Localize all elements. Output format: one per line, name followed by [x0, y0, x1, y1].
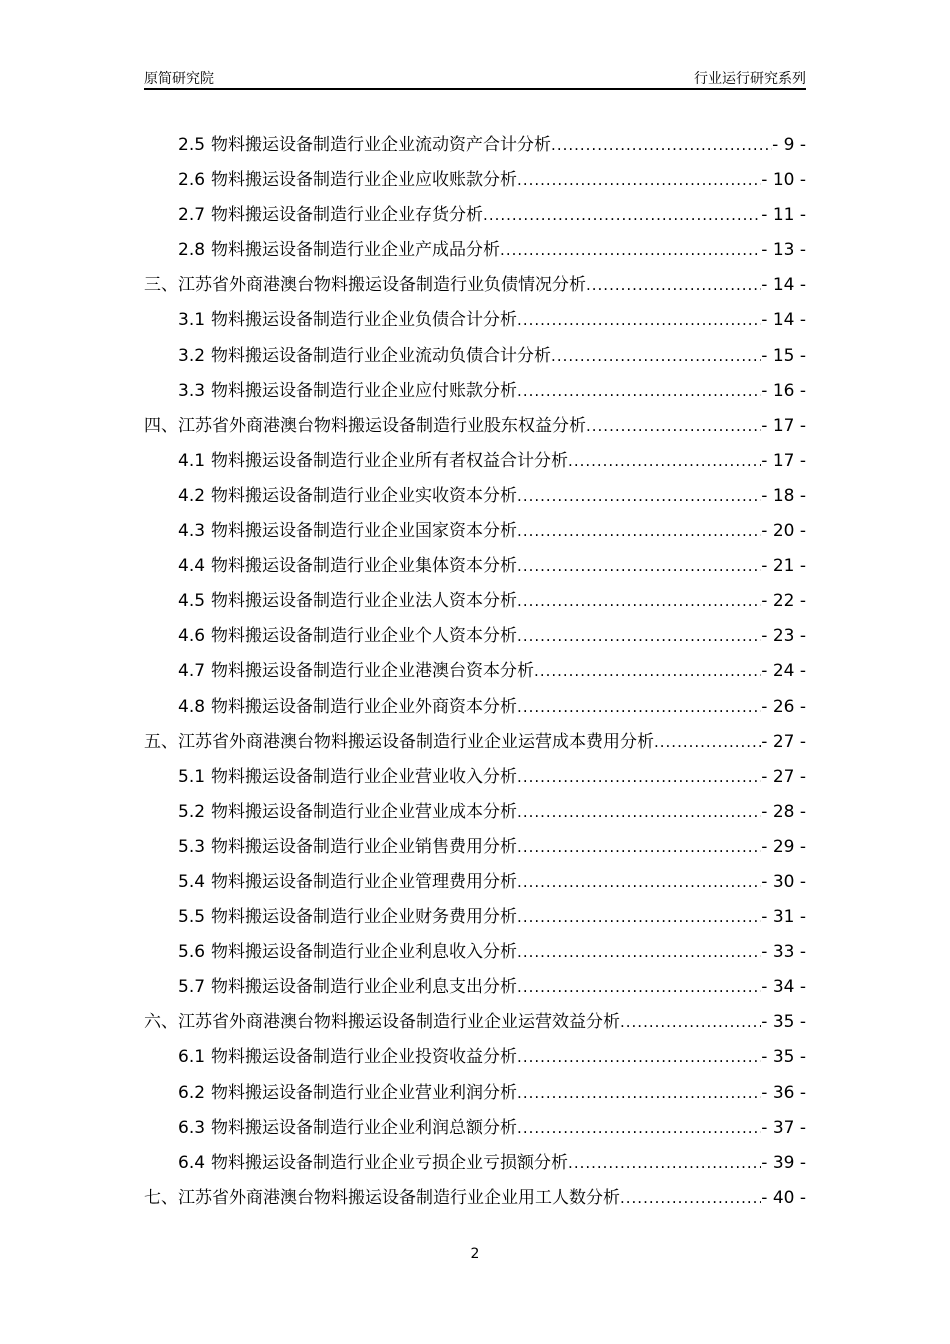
- toc-entry-title: 三、江苏省外商港澳台物料搬运设备制造行业负债情况分析: [144, 275, 586, 296]
- toc-entry[interactable]: [144, 970, 806, 1005]
- toc-entry[interactable]: [144, 584, 806, 619]
- toc-entry-title: 物料搬运设备制造行业企业所有者权益合计分析: [211, 450, 569, 471]
- toc-entry[interactable]: [144, 1040, 806, 1075]
- toc-leader-dots: [517, 584, 761, 619]
- toc-entry[interactable]: [144, 233, 806, 268]
- toc-entry-page: - 39 -: [761, 1152, 806, 1173]
- toc-entry[interactable]: [144, 409, 806, 444]
- toc-leader-dots: [620, 1181, 761, 1216]
- toc-entry-title: 物料搬运设备制造行业企业利息收入分析: [211, 942, 518, 963]
- toc-leader-dots: [517, 549, 761, 584]
- toc-leader-dots: [517, 900, 761, 935]
- toc-entry-page: - 20 -: [761, 521, 806, 542]
- toc-entry[interactable]: [144, 1111, 806, 1146]
- toc-entry[interactable]: [144, 865, 806, 900]
- toc-entry-title: 四、江苏省外商港澳台物料搬运设备制造行业股东权益分析: [144, 415, 586, 436]
- toc-entry-page: - 36 -: [761, 1082, 806, 1103]
- table-of-contents: [144, 128, 806, 1216]
- toc-entry-page: - 40 -: [761, 1187, 806, 1208]
- toc-entry-title: 五、江苏省外商港澳台物料搬运设备制造行业企业运营成本费用分析: [144, 731, 654, 752]
- toc-entry-number: 3.1: [178, 310, 206, 331]
- toc-entry-number: 5.7: [178, 977, 206, 998]
- toc-entry-number: 4.3: [178, 521, 206, 542]
- toc-entry-page: - 11 -: [761, 205, 806, 226]
- toc-entry[interactable]: [144, 444, 806, 479]
- toc-entry-page: - 27 -: [761, 766, 806, 787]
- toc-leader-dots: [517, 865, 761, 900]
- toc-entry-title: 物料搬运设备制造行业企业法人资本分析: [211, 591, 518, 612]
- toc-entry-page: - 37 -: [761, 1117, 806, 1138]
- toc-entry[interactable]: [144, 619, 806, 654]
- toc-entry-page: - 9 -: [772, 135, 806, 155]
- toc-leader-dots: [517, 374, 761, 409]
- toc-leader-dots: [517, 935, 761, 970]
- toc-leader-dots: [517, 1076, 761, 1111]
- toc-entry[interactable]: [144, 479, 806, 514]
- toc-entry-number: 2.7: [178, 205, 206, 226]
- toc-leader-dots: [517, 619, 761, 654]
- toc-entry-page: - 27 -: [761, 731, 806, 752]
- toc-leader-dots: [517, 1040, 761, 1075]
- toc-entry[interactable]: [144, 900, 806, 935]
- toc-entry-number: 5.5: [178, 907, 206, 928]
- toc-entry[interactable]: [144, 1005, 806, 1040]
- toc-entry-number: 6.2: [178, 1082, 206, 1103]
- toc-leader-dots: [534, 654, 761, 689]
- toc-entry-title: 六、江苏省外商港澳台物料搬运设备制造行业企业运营效益分析: [144, 1012, 620, 1033]
- toc-entry-title: 物料搬运设备制造行业企业负债合计分析: [211, 310, 518, 331]
- toc-leader-dots: [517, 760, 761, 795]
- toc-entry-page: - 35 -: [761, 1047, 806, 1068]
- toc-leader-dots: [517, 1111, 761, 1146]
- toc-entry-page: - 23 -: [761, 626, 806, 647]
- toc-entry[interactable]: [144, 549, 806, 584]
- toc-entry-page: - 29 -: [761, 836, 806, 857]
- toc-entry-page: - 15 -: [761, 345, 806, 366]
- toc-entry-title: 物料搬运设备制造行业企业产成品分析: [211, 240, 501, 261]
- toc-entry-title: 物料搬运设备制造行业企业港澳台资本分析: [211, 661, 535, 682]
- toc-entry-title: 物料搬运设备制造行业企业营业成本分析: [211, 801, 518, 822]
- toc-entry-title: 七、江苏省外商港澳台物料搬运设备制造行业企业用工人数分析: [144, 1187, 620, 1208]
- toc-leader-dots: [483, 198, 761, 233]
- page-header: [144, 66, 806, 90]
- toc-entry[interactable]: [144, 128, 806, 163]
- toc-leader-dots: [517, 970, 761, 1005]
- toc-entry-page: - 17 -: [761, 415, 806, 436]
- toc-entry-title: 物料搬运设备制造行业企业国家资本分析: [211, 521, 518, 542]
- toc-entry[interactable]: [144, 725, 806, 760]
- toc-entry[interactable]: [144, 514, 806, 549]
- toc-leader-dots: [568, 1146, 761, 1181]
- toc-entry-title: 物料搬运设备制造行业企业亏损企业亏损额分析: [211, 1152, 569, 1173]
- toc-entry-page: - 21 -: [761, 556, 806, 577]
- toc-entry-number: 4.5: [178, 591, 206, 612]
- toc-entry-page: - 24 -: [761, 661, 806, 682]
- toc-entry[interactable]: [144, 374, 806, 409]
- toc-entry[interactable]: [144, 654, 806, 689]
- toc-entry-page: - 26 -: [761, 696, 806, 717]
- toc-entry[interactable]: [144, 1181, 806, 1216]
- toc-entry-number: 5.3: [178, 836, 206, 857]
- toc-entry-title: 物料搬运设备制造行业企业个人资本分析: [211, 626, 518, 647]
- header-org-name: 原简研究院: [144, 71, 214, 87]
- toc-entry-page: - 34 -: [761, 977, 806, 998]
- toc-entry-number: 5.6: [178, 942, 206, 963]
- toc-entry-page: - 14 -: [761, 275, 806, 296]
- toc-entry-page: - 35 -: [761, 1012, 806, 1033]
- toc-entry-title: 物料搬运设备制造行业企业应收账款分析: [211, 170, 518, 191]
- toc-entry-number: 3.2: [178, 345, 206, 366]
- toc-entry-number: 4.8: [178, 696, 206, 717]
- toc-entry-title: 物料搬运设备制造行业企业外商资本分析: [211, 696, 518, 717]
- toc-entry-title: 物料搬运设备制造行业企业营业利润分析: [211, 1082, 518, 1103]
- toc-leader-dots: [517, 690, 761, 725]
- toc-leader-dots: [517, 830, 761, 865]
- toc-leader-dots: [500, 233, 761, 268]
- toc-entry-title: 物料搬运设备制造行业企业财务费用分析: [211, 907, 518, 928]
- toc-entry[interactable]: [144, 935, 806, 970]
- toc-entry-number: 4.2: [178, 485, 206, 506]
- toc-entry-page: - 17 -: [761, 450, 806, 471]
- toc-entry-title: 物料搬运设备制造行业企业利润总额分析: [211, 1117, 518, 1138]
- toc-leader-dots: [551, 339, 761, 374]
- toc-leader-dots: [568, 444, 761, 479]
- toc-entry-page: - 33 -: [761, 942, 806, 963]
- toc-leader-dots: [517, 514, 761, 549]
- toc-entry-title: 物料搬运设备制造行业企业利息支出分析: [211, 977, 518, 998]
- toc-entry-title: 物料搬运设备制造行业企业流动资产合计分析: [211, 135, 552, 155]
- toc-entry-title: 物料搬运设备制造行业企业流动负债合计分析: [211, 345, 552, 366]
- toc-entry[interactable]: [144, 690, 806, 725]
- toc-entry-title: 物料搬运设备制造行业企业营业收入分析: [211, 766, 518, 787]
- toc-entry-number: 2.8: [178, 240, 206, 261]
- toc-entry[interactable]: [144, 303, 806, 338]
- toc-entry-page: - 22 -: [761, 591, 806, 612]
- toc-entry-number: 5.4: [178, 871, 206, 892]
- toc-leader-dots: [654, 725, 761, 760]
- toc-entry-number: 4.7: [178, 661, 206, 682]
- toc-entry-page: - 14 -: [761, 310, 806, 331]
- toc-entry[interactable]: [144, 198, 806, 233]
- toc-entry[interactable]: [144, 163, 806, 198]
- toc-entry-page: - 10 -: [761, 170, 806, 191]
- toc-entry-number: 2.6: [178, 170, 206, 191]
- toc-entry[interactable]: [144, 268, 806, 303]
- toc-entry-number: 4.6: [178, 626, 206, 647]
- toc-leader-dots: [620, 1005, 761, 1040]
- page-number: 2: [470, 1246, 480, 1262]
- toc-entry-title: 物料搬运设备制造行业企业集体资本分析: [211, 556, 518, 577]
- toc-leader-dots: [586, 409, 761, 444]
- toc-leader-dots: [551, 128, 772, 163]
- toc-entry-title: 物料搬运设备制造行业企业存货分析: [211, 205, 484, 226]
- toc-entry-title: 物料搬运设备制造行业企业应付账款分析: [211, 380, 518, 401]
- toc-entry-title: 物料搬运设备制造行业企业销售费用分析: [211, 836, 518, 857]
- toc-entry-number: 6.1: [178, 1047, 206, 1068]
- toc-entry-number: 6.4: [178, 1152, 206, 1173]
- toc-leader-dots: [517, 795, 761, 830]
- toc-entry[interactable]: [144, 830, 806, 865]
- toc-entry-number: 2.5: [178, 135, 206, 155]
- toc-entry-number: 6.3: [178, 1117, 206, 1138]
- toc-leader-dots: [517, 479, 761, 514]
- toc-entry-title: 物料搬运设备制造行业企业投资收益分析: [211, 1047, 518, 1068]
- toc-entry-number: 5.2: [178, 801, 206, 822]
- toc-entry-title: 物料搬运设备制造行业企业管理费用分析: [211, 871, 518, 892]
- toc-leader-dots: [517, 163, 761, 198]
- toc-entry-number: 4.1: [178, 450, 206, 471]
- toc-entry-number: 4.4: [178, 556, 206, 577]
- toc-entry-number: 3.3: [178, 380, 206, 401]
- toc-entry-page: - 30 -: [761, 871, 806, 892]
- toc-entry[interactable]: [144, 795, 806, 830]
- toc-leader-dots: [586, 268, 761, 303]
- toc-entry[interactable]: [144, 760, 806, 795]
- toc-entry-title: 物料搬运设备制造行业企业实收资本分析: [211, 485, 518, 506]
- toc-leader-dots: [517, 303, 761, 338]
- toc-entry-number: 5.1: [178, 766, 206, 787]
- toc-entry[interactable]: [144, 1146, 806, 1181]
- header-series-name: 行业运行研究系列: [694, 71, 806, 87]
- toc-entry[interactable]: [144, 339, 806, 374]
- toc-entry-page: - 18 -: [761, 485, 806, 506]
- toc-entry-page: - 16 -: [761, 380, 806, 401]
- toc-entry-page: - 13 -: [761, 240, 806, 261]
- toc-entry-page: - 31 -: [761, 907, 806, 928]
- toc-entry[interactable]: [144, 1076, 806, 1111]
- toc-entry-page: - 28 -: [761, 801, 806, 822]
